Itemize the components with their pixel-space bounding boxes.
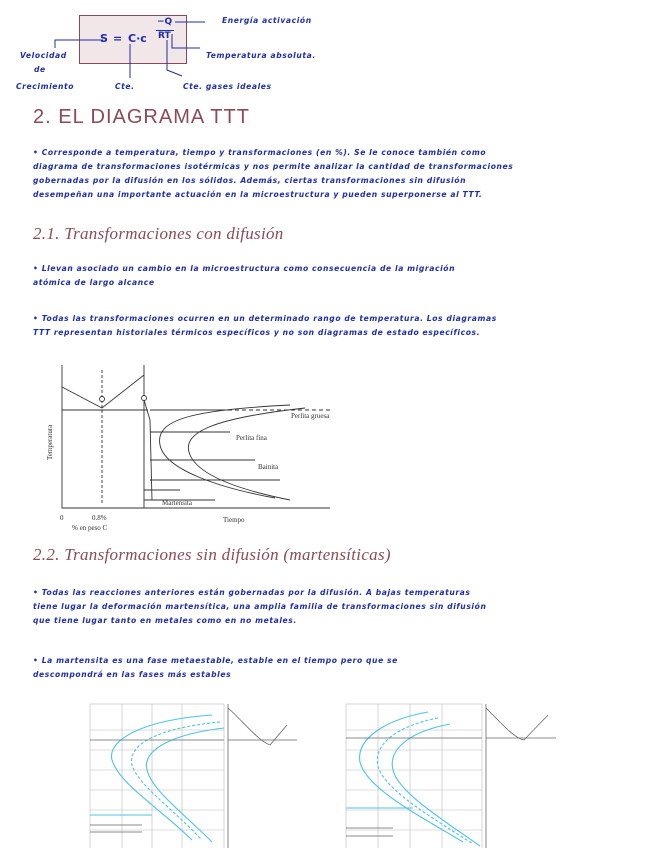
label-constante: Cte. xyxy=(115,82,135,91)
section-2-line-1: • Corresponde a temperatura, tiempo y transformaciones (en %). Se le conoce también como xyxy=(33,148,487,157)
section-2-2-p2-line-2: descompondrá en las fases más estables xyxy=(33,670,232,679)
section-2-1-paragraph-2 xyxy=(33,312,648,340)
equation-lhs: S xyxy=(100,32,108,45)
left-curve-3 xyxy=(146,728,224,842)
right-curve-2 xyxy=(377,718,473,844)
section-2-line-4: desempeñan una importante actuación en la microestructura y pueden superponerse al TTT. xyxy=(33,190,483,199)
label-temperatura-absoluta: Temperatura absoluta. xyxy=(206,51,316,60)
section-2-1-p2-line-2: TTT representan historiales térmicos específicos y no son diagramas de estado específicos. xyxy=(33,328,481,337)
curve-label-perlita-gruesa: Perlita gruesa xyxy=(291,412,330,420)
curve-label-perlita-fina: Perlita fina xyxy=(236,434,267,442)
section-2-line-2: diagrama de transformaciones isotérmicas y nos permite analizar la cantidad de transformaciones xyxy=(33,162,514,171)
section-2-2-p2-line-1: • La martensita es una fase metaestable, estable en el tiempo pero que se xyxy=(33,656,398,665)
label-crecimiento: Crecimiento xyxy=(16,82,75,91)
phase-diagram-axis xyxy=(62,365,144,508)
cooling-path xyxy=(144,400,152,500)
section-2-2-paragraph-2 xyxy=(33,654,643,682)
ttt-diagram-left xyxy=(82,700,297,848)
section-2-2-p1-line-2: tiene lugar la deformación martensítica, una amplia familia de transformaciones sin difusión xyxy=(33,602,487,611)
section-2-line-3: gobernadas por la difusión en los sólidos. Además, ciertas transformaciones sin difusión xyxy=(33,176,467,185)
c-curve-end xyxy=(188,408,305,500)
right-curve-3 xyxy=(392,724,480,846)
equation-exponent-denominator: RT xyxy=(158,31,171,41)
curve-label-martensita: Martensita xyxy=(162,499,192,507)
right-curve-1 xyxy=(360,712,463,842)
equation-constant-term: C·c xyxy=(128,32,147,45)
section-2-1-p1-line-1: • Llevan asociado un cambio en la microestructura como consecuencia de la migración xyxy=(33,264,456,273)
section-2-2-p1-line-3: que tiene lugar tanto en metales como en no metales. xyxy=(33,616,297,625)
figure-x-eutectoid: 0.8% xyxy=(92,514,107,522)
left-curve-1 xyxy=(112,715,212,840)
section-2-1-p2-line-1: • Todas las transformaciones ocurren en un determinado rango de temperatura. Los diagramas xyxy=(33,314,497,323)
ttt-figure xyxy=(40,360,360,535)
figure-ylabel: Temperatura xyxy=(46,424,54,460)
figure-xlabel-left: % en peso C xyxy=(72,524,108,532)
label-de: de xyxy=(34,65,46,74)
section-2-paragraph xyxy=(33,146,643,202)
section-2-2-paragraph-1 xyxy=(33,586,643,628)
ttt-diagram-right xyxy=(338,700,556,848)
left-phase-curve xyxy=(228,704,287,848)
figure-x-zero: 0 xyxy=(60,514,64,522)
equation-equals: = xyxy=(113,32,123,45)
label-constante-gases: Cte. gases ideales xyxy=(183,82,272,91)
figure-xlabel-right: Tiempo xyxy=(223,516,245,524)
section-2-2-p1-line-1: • Todas las reacciones anteriores están gobernadas por la difusión. A bajas temperaturas xyxy=(33,588,471,597)
right-phase-curve xyxy=(486,704,548,848)
section-2-title: 2. EL DIAGRAMA TTT xyxy=(33,106,250,128)
section-2-1-p1-line-2: atómica de largo alcance xyxy=(33,278,155,287)
curve-label-bainita: Bainita xyxy=(258,463,279,471)
section-2-2-title: 2.2. Transformaciones sin difusión (martensíticas) xyxy=(33,545,391,564)
phase-diagram-v-lines xyxy=(62,375,144,408)
label-velocidad: Velocidad xyxy=(20,51,67,60)
section-2-1-title: 2.1. Transformaciones con difusión xyxy=(33,224,284,243)
label-energia-activacion: Energía activación xyxy=(222,16,312,25)
equation-exponent-numerator: −Q xyxy=(157,17,173,27)
c-curve-start xyxy=(160,405,290,498)
section-2-1-paragraph-1 xyxy=(33,262,643,290)
